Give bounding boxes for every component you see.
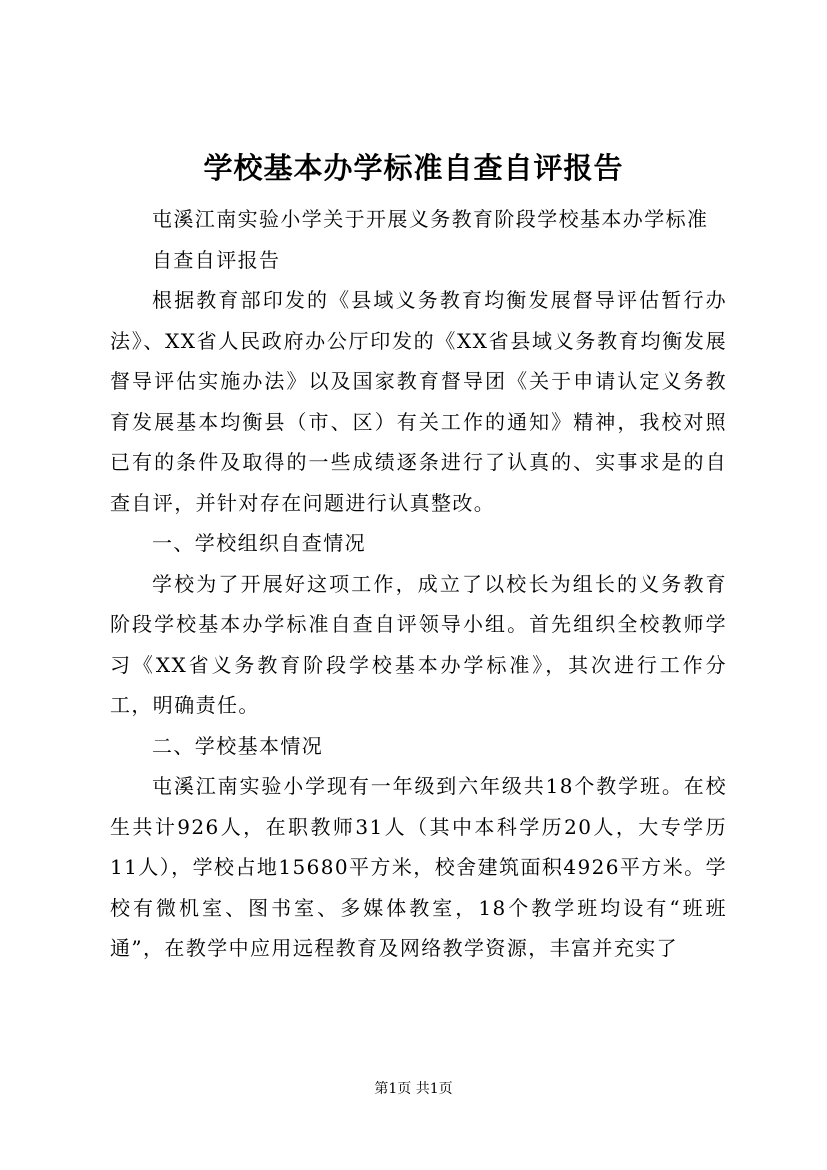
section-heading-self-check: 一、学校组织自查情况 xyxy=(152,531,366,555)
basic-info-paragraph: 屯溪江南实验小学现有一年级到六年级共18个教学班。在校生共计926人，在职教师31人（其中本科学历20人，大专学历11人），学校占地15680平方米，校舍建筑面积4926平方米。学校有微机室、图书室、多媒体教室，18个教学班均设有“班班通”，在教学中应用远程教育及网络教学资源，丰富并充实了 xyxy=(110,774,727,960)
page-footer: 第1页 共1页 xyxy=(374,1081,453,1097)
report-subtitle: 自查自评报告 xyxy=(152,247,281,272)
document-body xyxy=(110,199,727,969)
section-heading-basic-info: 二、学校基本情况 xyxy=(152,733,324,758)
self-check-paragraph: 学校为了开展好这项工作，成立了以校长为组长的义务教育阶段学校基本办学标准自查自评领导小组。首先组织全校教师学习《XX省义务教育阶段学校基本办学标准》，其次进行工作分工，明确责任。 xyxy=(110,571,727,717)
document-title: 学校基本办学标准自查自评报告 xyxy=(203,151,624,185)
intro-paragraph: 屯溪江南实验小学关于开展义务教育阶段学校基本办学标准 xyxy=(152,207,709,231)
basis-paragraph: 根据教育部印发的《县域义务教育均衡发展督导评估暂行办法》、XX省人民政府办公厅印发的《XX省县域义务教育均衡发展督导评估实施办法》以及国家教育督导团《关于申请认定义务教育发展基本均衡县（市、区）有关工作的通知》精神，我校对照已有的条件及取得的一些成绩逐条进行了认真的、实事求是的自查自评，并针对存在问题进行认真整改。 xyxy=(110,288,727,515)
